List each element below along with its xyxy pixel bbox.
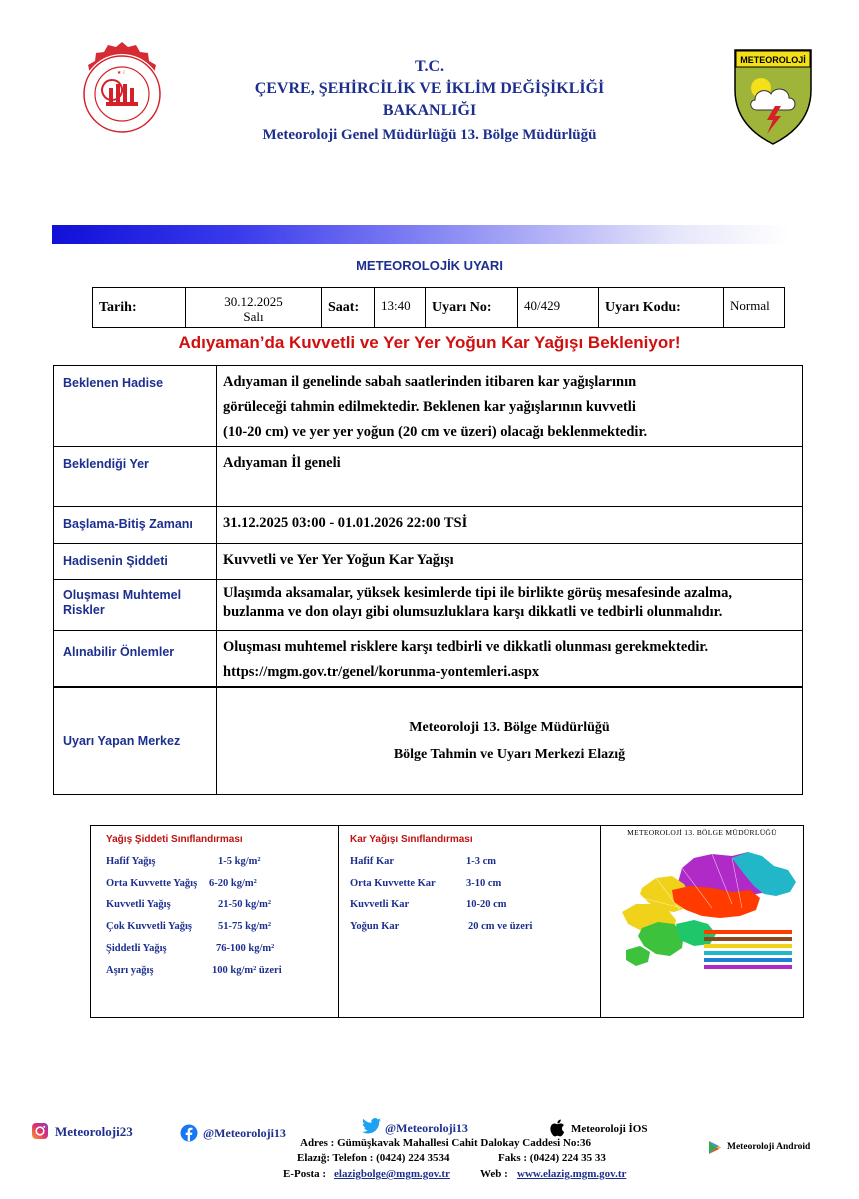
map-legend-bar bbox=[704, 965, 792, 969]
snow-item-name: Kuvvetli Kar bbox=[350, 899, 410, 910]
row-time bbox=[54, 507, 803, 544]
time-range-value: 31.12.2025 03:00 - 01.01.2026 22:00 TSİ bbox=[217, 507, 803, 544]
center-label: Uyarı Yapan Merkez bbox=[54, 687, 217, 795]
center-value bbox=[217, 687, 803, 795]
web-link[interactable]: www.elazig.mgm.gov.tr bbox=[517, 1168, 627, 1180]
instagram-handle[interactable]: Meteoroloji23 bbox=[55, 1124, 133, 1139]
classification-divider-2 bbox=[600, 825, 601, 1018]
event-line-2: görüleceği tahmin edilmektedir. Beklenen kar yağışlarının kuvvetli bbox=[223, 399, 636, 415]
date-value: 30.12.2025 bbox=[224, 293, 283, 309]
rain-item-name: Çok Kuvvetli Yağış bbox=[106, 921, 192, 932]
day-value: Salı bbox=[243, 308, 264, 324]
map-legend-bar bbox=[704, 958, 792, 962]
headline: Adıyaman’da Kuvvetli ve Yer Yer Yoğun Kar Yağışı Bekleniyor! bbox=[178, 333, 681, 352]
snow-item-value: 1-3 cm bbox=[466, 856, 497, 867]
map-title: METEOROLOJİ 13. BÖLGE MÜDÜRLÜĞÜ bbox=[627, 828, 777, 837]
logo-text: METEOROLOJİ bbox=[740, 55, 806, 65]
event-label: Beklenen Hadise bbox=[54, 366, 217, 447]
severity-label: Hadisenin Şiddeti bbox=[54, 544, 217, 580]
time-range-label: Başlama-Bitiş Zamanı bbox=[54, 507, 217, 544]
warning-code-label: Uyarı Kodu: bbox=[599, 288, 724, 328]
snow-item-value: 20 cm ve üzeri bbox=[468, 921, 533, 932]
row-place bbox=[54, 447, 803, 507]
time-value: 13:40 bbox=[375, 288, 426, 328]
warning-details-table bbox=[53, 365, 803, 795]
ios-app-link[interactable]: Meteoroloji İOS bbox=[571, 1123, 648, 1135]
row-measures bbox=[54, 631, 803, 687]
center-line-2: Bölge Tahmin ve Uyarı Merkezi Elazığ bbox=[393, 746, 626, 762]
rain-class-title: Yağış Şiddeti Sınıflandırması bbox=[106, 834, 243, 845]
svg-text:★ ☾: ★ ☾ bbox=[116, 70, 128, 76]
region-map bbox=[612, 838, 798, 972]
snow-item-value: 3-10 cm bbox=[466, 878, 502, 889]
rain-item-value: 6-20 kg/m² bbox=[209, 878, 257, 889]
map-legend-bar bbox=[704, 930, 792, 934]
rain-item-name: Kuvvetli Yağış bbox=[106, 899, 171, 910]
warning-title: METEOROLOJİK UYARI bbox=[356, 258, 503, 273]
warning-no-label: Uyarı No: bbox=[426, 288, 518, 328]
fax: Faks : (0424) 224 35 33 bbox=[498, 1152, 606, 1164]
facebook-icon[interactable] bbox=[180, 1124, 198, 1142]
facebook-handle[interactable]: @Meteoroloji13 bbox=[203, 1126, 286, 1140]
phone: Elazığ: Telefon : (0424) 224 3534 bbox=[297, 1152, 450, 1164]
classification-divider-1 bbox=[338, 825, 339, 1018]
rain-item-value: 51-75 kg/m² bbox=[218, 921, 272, 932]
rain-item-name: Hafif Yağış bbox=[106, 856, 156, 867]
measures-label: Alınabilir Önlemler bbox=[54, 631, 217, 687]
email-label: E-Posta : bbox=[283, 1168, 327, 1180]
email-link[interactable]: elazigbolge@mgm.gov.tr bbox=[334, 1168, 450, 1180]
time-label: Saat: bbox=[322, 288, 375, 328]
rain-item-value: 1-5 kg/m² bbox=[218, 856, 261, 867]
place-value: Adıyaman İl geneli bbox=[217, 447, 803, 507]
header-ministry: ÇEVRE, ŞEHİRCİLİK VE İKLİM DEĞİŞİKLİĞİ bbox=[254, 80, 605, 97]
warning-no-value: 40/429 bbox=[518, 288, 599, 328]
risks-line-2: buzlanma ve don olayı gibi olumsuzluklara karşı dikkatli ve tedbirli olunmalıdır. bbox=[223, 604, 723, 620]
risks-line-1: Ulaşımda aksamalar, yüksek kesimlerde tipi ile birlikte görüş mesafesinde azalma, bbox=[223, 585, 732, 601]
measures-value bbox=[217, 631, 803, 687]
apple-icon[interactable] bbox=[549, 1119, 565, 1137]
google-play-icon[interactable] bbox=[708, 1140, 722, 1155]
map-legend-bar bbox=[704, 951, 792, 955]
twitter-icon[interactable] bbox=[362, 1117, 382, 1135]
center-line-1: Meteoroloji 13. Bölge Müdürlüğü bbox=[409, 719, 610, 735]
rain-item-name: Orta Kuvvette Yağış bbox=[106, 878, 198, 889]
risks-label: Oluşması Muhtemel Riskler bbox=[54, 580, 217, 631]
header-bakanlik: BAKANLIĞI bbox=[382, 102, 477, 119]
snow-item-name: Hafif Kar bbox=[350, 856, 395, 867]
row-risks bbox=[54, 580, 803, 631]
row-event bbox=[54, 366, 803, 447]
header-tc: T.C. bbox=[414, 58, 445, 75]
event-line-1: Adıyaman il genelinde sabah saatlerinden itibaren kar yağışlarının bbox=[223, 374, 637, 390]
measures-link[interactable]: https://mgm.gov.tr/genel/korunma-yontemleri.aspx bbox=[223, 664, 540, 680]
rain-item-value: 21-50 kg/m² bbox=[218, 899, 272, 910]
snow-class-title: Kar Yağışı Sınıflandırması bbox=[350, 834, 473, 845]
rain-item-value: 76-100 kg/m² bbox=[216, 943, 275, 954]
meteoroloji-logo bbox=[733, 48, 813, 146]
snow-item-name: Yoğun Kar bbox=[350, 921, 400, 932]
map-legend-bar bbox=[704, 944, 792, 948]
measures-line-1: Oluşması muhtemel risklere karşı tedbirli ve dikkatli olunması gerekmektedir. bbox=[223, 639, 709, 655]
address: Adres : Gümüşkavak Mahallesi Cahit Dalokay Caddesi No:36 bbox=[300, 1137, 592, 1149]
date-cell bbox=[186, 288, 322, 328]
rain-item-value: 100 kg/m² üzeri bbox=[212, 965, 282, 976]
place-label: Beklendiği Yer bbox=[54, 447, 217, 507]
rain-item-name: Aşırı yağış bbox=[106, 965, 154, 976]
row-center bbox=[54, 687, 803, 795]
event-line-3: (10-20 cm) ve yer yer yoğun (20 cm ve üzeri) olacağı beklenmektedir. bbox=[223, 424, 648, 440]
row-severity bbox=[54, 544, 803, 580]
header-directorate: Meteoroloji Genel Müdürlüğü 13. Bölge Müdürlüğü bbox=[262, 127, 597, 143]
twitter-handle[interactable]: @Meteoroloji13 bbox=[385, 1121, 468, 1135]
date-label: Tarih: bbox=[93, 288, 186, 328]
rain-item-name: Şiddetli Yağış bbox=[106, 943, 167, 954]
map-legend-bar bbox=[704, 937, 792, 941]
header-gradient-bar bbox=[52, 225, 790, 244]
event-value bbox=[217, 366, 803, 447]
risks-value bbox=[217, 580, 803, 631]
snow-item-value: 10-20 cm bbox=[466, 899, 507, 910]
web-label: Web : bbox=[480, 1168, 508, 1180]
instagram-icon[interactable] bbox=[31, 1122, 49, 1140]
severity-value: Kuvvetli ve Yer Yer Yoğun Kar Yağışı bbox=[217, 544, 803, 580]
android-app-link[interactable]: Meteoroloji Android bbox=[727, 1142, 811, 1152]
snow-item-name: Orta Kuvvette Kar bbox=[350, 878, 436, 889]
info-table bbox=[92, 287, 785, 328]
warning-code-value: Normal bbox=[724, 288, 785, 328]
